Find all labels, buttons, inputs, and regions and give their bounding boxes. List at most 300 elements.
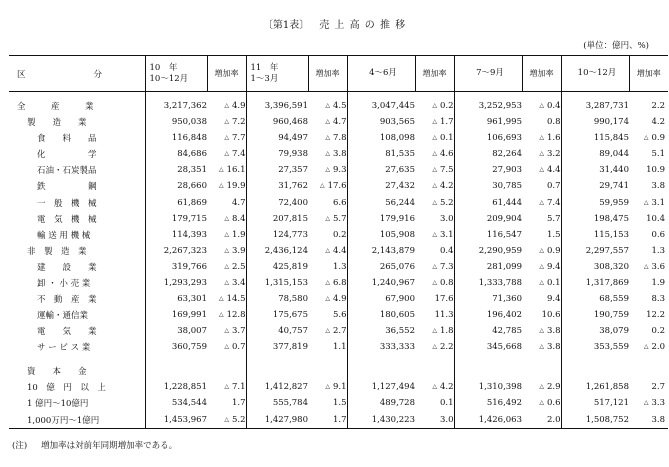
rate-value: 3.6 (651, 261, 665, 272)
row-label: 製 造 業 (27, 118, 87, 129)
rate-cell (415, 98, 454, 114)
value-cell: 950,038 (145, 114, 207, 130)
rate-cell (629, 98, 668, 114)
value-cell: 319,766 (145, 259, 207, 275)
rate-cell (207, 178, 246, 194)
rate-value: 5.6 (332, 310, 347, 321)
row-label: 鉄 鋼 (37, 182, 97, 193)
rate-header: 増加率 (415, 56, 454, 92)
rate-cell (207, 162, 246, 178)
rate-value: 1.3 (651, 245, 665, 256)
rate-value: 4.7 (231, 197, 246, 208)
decrease-triangle-icon: △ (319, 182, 325, 190)
value-cell: 169,991 (145, 307, 207, 323)
table-row (9, 291, 668, 307)
rate-value: 2.5 (231, 261, 246, 272)
value-cell: 3,047,445 (347, 98, 415, 114)
rate-value: 10.9 (646, 165, 665, 176)
rate-cell (522, 307, 561, 323)
rate-value: 4.5 (332, 101, 347, 112)
rate-cell (415, 291, 454, 307)
rate-value: 1.8 (439, 326, 454, 337)
value-cell: 903,565 (347, 114, 415, 130)
decrease-triangle-icon: △ (539, 383, 544, 391)
value-cell: 196,402 (454, 307, 522, 323)
value-cell: 3,217,362 (145, 98, 207, 114)
rate-value: 0.2 (332, 229, 347, 240)
rate-cell (308, 259, 347, 275)
value-cell: 31,440 (561, 162, 629, 178)
rate-value: 3.3 (651, 398, 665, 409)
value-cell: 1,310,398 (454, 379, 522, 395)
period-year: 10 年 (149, 62, 178, 73)
rate-cell (308, 339, 347, 355)
value-cell: 2,436,124 (246, 243, 308, 259)
rate-value: 10.4 (646, 213, 665, 224)
rate-value: 5.7 (332, 213, 347, 224)
rate-cell (207, 130, 246, 146)
rate-cell (522, 259, 561, 275)
rate-cell (629, 379, 668, 395)
rate-value: 0.1 (439, 133, 454, 144)
rate-cell (522, 227, 561, 243)
period-months: 10〜12月 (149, 73, 189, 84)
value-cell: 81,535 (347, 146, 415, 162)
row-label: 卸 ・ 小 売 業 (37, 278, 91, 289)
value-cell: 72,400 (246, 194, 308, 210)
rate-cell (522, 379, 561, 395)
decrease-triangle-icon: △ (325, 134, 330, 142)
rate-cell (522, 146, 561, 162)
table-row (9, 379, 668, 395)
table-row (9, 178, 668, 194)
rate-value: 3.8 (546, 326, 561, 337)
rate-value: 4.6 (439, 149, 454, 160)
decrease-triangle-icon: △ (325, 294, 330, 302)
table-row (9, 130, 668, 146)
rate-cell (207, 307, 246, 323)
value-cell: 190,759 (561, 307, 629, 323)
decrease-triangle-icon: △ (325, 118, 330, 126)
value-cell: 61,444 (454, 194, 522, 210)
rate-cell (207, 291, 246, 307)
rate-cell (308, 227, 347, 243)
rate-value: 19.9 (226, 181, 246, 192)
value-cell: 425,819 (246, 259, 308, 275)
value-cell: 116,547 (454, 227, 522, 243)
value-cell: 534,544 (145, 395, 207, 411)
rate-cell (415, 243, 454, 259)
value-cell: 345,668 (454, 339, 522, 355)
rate-value: 0.6 (546, 398, 561, 409)
value-cell: 1,228,851 (145, 379, 207, 395)
decrease-triangle-icon: △ (432, 383, 437, 391)
rate-cell (629, 211, 668, 227)
decrease-triangle-icon: △ (432, 278, 437, 286)
rate-cell (308, 194, 347, 210)
rate-cell (308, 162, 347, 178)
decrease-triangle-icon: △ (224, 262, 229, 270)
decrease-triangle-icon: △ (224, 230, 229, 238)
value-cell: 961,995 (454, 114, 522, 130)
value-cell: 84,686 (145, 146, 207, 162)
value-cell: 108,098 (347, 130, 415, 146)
row-label: 10 億 円 以 上 (27, 383, 106, 394)
rate-value: 9.1 (332, 382, 347, 393)
table-row (9, 411, 668, 428)
rate-value: 1.1 (332, 342, 347, 353)
table-row (9, 146, 668, 162)
row-label: 1 億円〜10億円 (27, 399, 89, 410)
row-label: 不 動 産 業 (37, 294, 97, 305)
rate-cell (522, 162, 561, 178)
rate-value: 2.9 (546, 382, 561, 393)
period-months: 1〜3月 (250, 73, 279, 84)
value-cell: 30,785 (454, 178, 522, 194)
value-cell: 1,412,827 (246, 379, 308, 395)
rate-value: 12.8 (226, 310, 246, 321)
table-row (9, 259, 668, 275)
value-cell: 1,508,752 (561, 411, 629, 428)
decrease-triangle-icon: △ (432, 134, 437, 142)
rate-header: 増加率 (207, 56, 246, 92)
rate-value: 2.0 (546, 414, 561, 425)
decrease-triangle-icon: △ (432, 182, 437, 190)
rate-value: 3.1 (439, 229, 454, 240)
rate-cell (415, 339, 454, 355)
rate-cell (415, 162, 454, 178)
rate-value: 7.1 (231, 382, 246, 393)
value-cell: 1,261,858 (561, 379, 629, 395)
table-row (9, 114, 668, 130)
rate-cell (415, 146, 454, 162)
table-row (9, 194, 668, 210)
rate-value: 1.5 (332, 398, 347, 409)
rate-cell (207, 379, 246, 395)
rate-value: 14.5 (226, 293, 246, 304)
value-cell: 114,393 (145, 227, 207, 243)
rate-cell (522, 211, 561, 227)
rate-value: 17.6 (327, 181, 347, 192)
value-cell: 79,938 (246, 146, 308, 162)
rate-cell (629, 178, 668, 194)
rate-value: 2.7 (332, 326, 347, 337)
decrease-triangle-icon: △ (432, 262, 437, 270)
value-cell: 89,044 (561, 146, 629, 162)
value-cell: 960,468 (246, 114, 308, 130)
decrease-triangle-icon: △ (432, 118, 437, 126)
value-cell: 71,360 (454, 291, 522, 307)
rate-value: 1.3 (332, 261, 347, 272)
decrease-triangle-icon: △ (539, 262, 544, 270)
value-cell: 179,916 (347, 211, 415, 227)
value-cell: 2,297,557 (561, 243, 629, 259)
table-row (9, 275, 668, 291)
period-months: 4〜6月 (369, 68, 397, 78)
rate-cell (415, 194, 454, 210)
value-cell: 3,287,731 (561, 98, 629, 114)
rate-value: 2.2 (439, 342, 454, 353)
value-cell: 1,317,869 (561, 275, 629, 291)
rate-cell (308, 211, 347, 227)
rate-value: 8.3 (651, 293, 665, 304)
period-year: 11 年 (250, 62, 279, 73)
rate-cell (522, 178, 561, 194)
value-cell: 116,848 (145, 130, 207, 146)
value-cell: 105,908 (347, 227, 415, 243)
rate-cell (415, 307, 454, 323)
row-label: 非 製 造 業 (27, 246, 87, 257)
footnote-text: 増加率は対前年同期増加率である。 (41, 441, 178, 451)
rate-cell (522, 130, 561, 146)
rate-cell (522, 114, 561, 130)
value-cell: 61,869 (145, 194, 207, 210)
row-label: 石油・石炭製品 (37, 166, 97, 177)
table-row (9, 227, 668, 243)
rate-cell (629, 363, 668, 379)
value-cell: 82,264 (454, 146, 522, 162)
decrease-triangle-icon: △ (539, 134, 544, 142)
decrease-triangle-icon: △ (432, 327, 437, 335)
row-label: 電 気 機 械 (37, 214, 97, 225)
value-cell: 360,759 (145, 339, 207, 355)
rate-value: 10.6 (541, 310, 561, 321)
table-title-text: 売 上 高 の 推 移 (319, 20, 407, 31)
value-cell: 115,153 (561, 227, 629, 243)
rate-cell (415, 411, 454, 428)
decrease-triangle-icon: △ (325, 383, 330, 391)
rate-value: 3.0 (439, 213, 454, 224)
rate-value: 0.4 (546, 101, 561, 112)
rate-value: 5.1 (651, 149, 665, 160)
row-label: 運輸・通信業 (37, 311, 89, 322)
rate-cell (415, 178, 454, 194)
rate-cell (629, 395, 668, 411)
rate-value: 1.7 (231, 398, 246, 409)
rate-value: 0.1 (439, 398, 454, 409)
rate-value: 1.7 (439, 117, 454, 128)
value-cell: 489,728 (347, 395, 415, 411)
decrease-triangle-icon: △ (539, 102, 544, 110)
rate-cell (629, 291, 668, 307)
value-cell: 175,675 (246, 307, 308, 323)
value-cell (145, 363, 207, 379)
value-cell: 1,427,980 (246, 411, 308, 428)
rate-value: 0.7 (231, 342, 246, 353)
rate-cell (308, 130, 347, 146)
decrease-triangle-icon: △ (643, 134, 649, 142)
decrease-triangle-icon: △ (224, 102, 229, 110)
value-cell: 3,396,591 (246, 98, 308, 114)
decrease-triangle-icon: △ (218, 182, 224, 190)
value-cell: 38,007 (145, 323, 207, 339)
rate-value: 7.8 (332, 133, 347, 144)
rate-value: 9.4 (546, 261, 561, 272)
rate-cell (415, 363, 454, 379)
header-row (9, 56, 668, 92)
rate-cell (415, 395, 454, 411)
rate-cell (415, 211, 454, 227)
value-cell: 180,605 (347, 307, 415, 323)
value-cell: 1,315,153 (246, 275, 308, 291)
rate-value: 3.0 (439, 414, 454, 425)
rate-value: 1.5 (546, 229, 561, 240)
decrease-triangle-icon: △ (539, 343, 544, 351)
table-row (9, 363, 668, 379)
value-cell: 59,959 (561, 194, 629, 210)
value-cell (347, 363, 415, 379)
decrease-triangle-icon: △ (432, 150, 437, 158)
value-cell: 1,453,967 (145, 411, 207, 428)
table-row (9, 98, 668, 114)
value-cell: 1,426,063 (454, 411, 522, 428)
value-cell: 28,660 (145, 178, 207, 194)
rate-cell (629, 259, 668, 275)
row-label: サ ー ビ ス 業 (37, 343, 91, 354)
decrease-triangle-icon: △ (224, 278, 229, 286)
rate-cell (207, 211, 246, 227)
rate-cell (207, 194, 246, 210)
decrease-triangle-icon: △ (325, 102, 330, 110)
rate-value: 0.1 (546, 277, 561, 288)
rate-value: 4.7 (332, 117, 347, 128)
table-row (9, 323, 668, 339)
row-label: 電 気 業 (37, 327, 97, 338)
value-cell: 377,819 (246, 339, 308, 355)
decrease-triangle-icon: △ (218, 311, 224, 319)
rate-cell (207, 339, 246, 355)
rate-cell (207, 114, 246, 130)
decrease-triangle-icon: △ (325, 327, 330, 335)
rate-value: 5.2 (439, 197, 454, 208)
rate-value: 6.8 (332, 277, 347, 288)
value-cell: 78,580 (246, 291, 308, 307)
value-cell (246, 363, 308, 379)
rate-value: 0.9 (546, 245, 561, 256)
table-title (0, 16, 669, 31)
decrease-triangle-icon: △ (325, 278, 330, 286)
decrease-triangle-icon: △ (224, 134, 229, 142)
rate-value: 3.1 (651, 197, 665, 208)
rate-cell (522, 98, 561, 114)
rate-value: 3.8 (332, 149, 347, 160)
value-cell: 198,475 (561, 211, 629, 227)
rate-cell (629, 339, 668, 355)
value-cell: 115,845 (561, 130, 629, 146)
decrease-triangle-icon: △ (643, 399, 649, 407)
rate-cell (308, 146, 347, 162)
rate-value: 4.2 (651, 117, 665, 128)
rate-cell (415, 227, 454, 243)
value-cell: 36,552 (347, 323, 415, 339)
rate-cell (522, 275, 561, 291)
rate-cell (207, 411, 246, 428)
table-row (9, 162, 668, 178)
period-months: 10〜12月 (577, 68, 617, 78)
rate-value: 1.9 (651, 277, 665, 288)
rate-cell (207, 243, 246, 259)
rate-value: 7.5 (439, 165, 454, 176)
rate-cell (308, 114, 347, 130)
value-cell: 1,240,967 (347, 275, 415, 291)
decrease-triangle-icon: △ (539, 399, 544, 407)
rate-value: 0.6 (651, 229, 665, 240)
value-cell: 68,559 (561, 291, 629, 307)
rate-value: 9.4 (546, 293, 561, 304)
value-cell: 265,076 (347, 259, 415, 275)
rate-cell (522, 363, 561, 379)
value-cell: 27,357 (246, 162, 308, 178)
rate-cell (308, 411, 347, 428)
row-label: 建 設 業 (37, 262, 97, 273)
rate-cell (207, 98, 246, 114)
rate-value: 4.9 (231, 101, 246, 112)
value-cell: 1,293,293 (145, 275, 207, 291)
rate-cell (207, 395, 246, 411)
rate-cell (207, 275, 246, 291)
rate-value: 0.2 (439, 101, 454, 112)
unit-label: (単位：億円、%) (583, 41, 649, 51)
decrease-triangle-icon: △ (325, 246, 330, 254)
value-cell: 1,127,494 (347, 379, 415, 395)
rate-cell (522, 395, 561, 411)
row-label: 輸 送 用 機 械 (37, 230, 91, 241)
value-cell: 281,099 (454, 259, 522, 275)
table-number: 〔第1表〕 (262, 20, 310, 31)
value-cell: 94,497 (246, 130, 308, 146)
rate-cell (308, 307, 347, 323)
rate-value: 4.2 (439, 181, 454, 192)
rate-cell (522, 339, 561, 355)
rate-value: 7.4 (231, 149, 246, 160)
rate-cell (308, 98, 347, 114)
rate-value: 16.1 (226, 165, 246, 176)
rate-value: 7.4 (546, 197, 561, 208)
value-cell: 517,121 (561, 395, 629, 411)
decrease-triangle-icon: △ (325, 150, 330, 158)
value-cell: 209,904 (454, 211, 522, 227)
rate-value: 1.7 (332, 414, 347, 425)
row-label: 全 産 業 (17, 102, 94, 113)
rate-cell (308, 379, 347, 395)
rate-cell (415, 379, 454, 395)
value-cell: 56,244 (347, 194, 415, 210)
rate-value: 4.9 (332, 293, 347, 304)
rate-cell (308, 363, 347, 379)
decrease-triangle-icon: △ (539, 246, 544, 254)
rate-cell (308, 275, 347, 291)
table-row (9, 307, 668, 323)
rate-header: 増加率 (308, 56, 347, 92)
rate-cell (629, 243, 668, 259)
footnote-label: (注) (12, 441, 28, 451)
value-cell: 179,715 (145, 211, 207, 227)
rate-cell (308, 178, 347, 194)
rate-cell (207, 323, 246, 339)
decrease-triangle-icon: △ (539, 327, 544, 335)
rate-value: 7.2 (231, 117, 246, 128)
rate-value: 11.3 (434, 310, 454, 321)
decrease-triangle-icon: △ (224, 150, 229, 158)
decrease-triangle-icon: △ (643, 198, 649, 206)
value-cell: 555,784 (246, 395, 308, 411)
period-months: 7〜9月 (476, 68, 504, 78)
rate-cell (207, 259, 246, 275)
rate-value: 0.7 (546, 181, 561, 192)
rate-cell (629, 162, 668, 178)
value-cell (454, 363, 522, 379)
value-cell: 27,635 (347, 162, 415, 178)
